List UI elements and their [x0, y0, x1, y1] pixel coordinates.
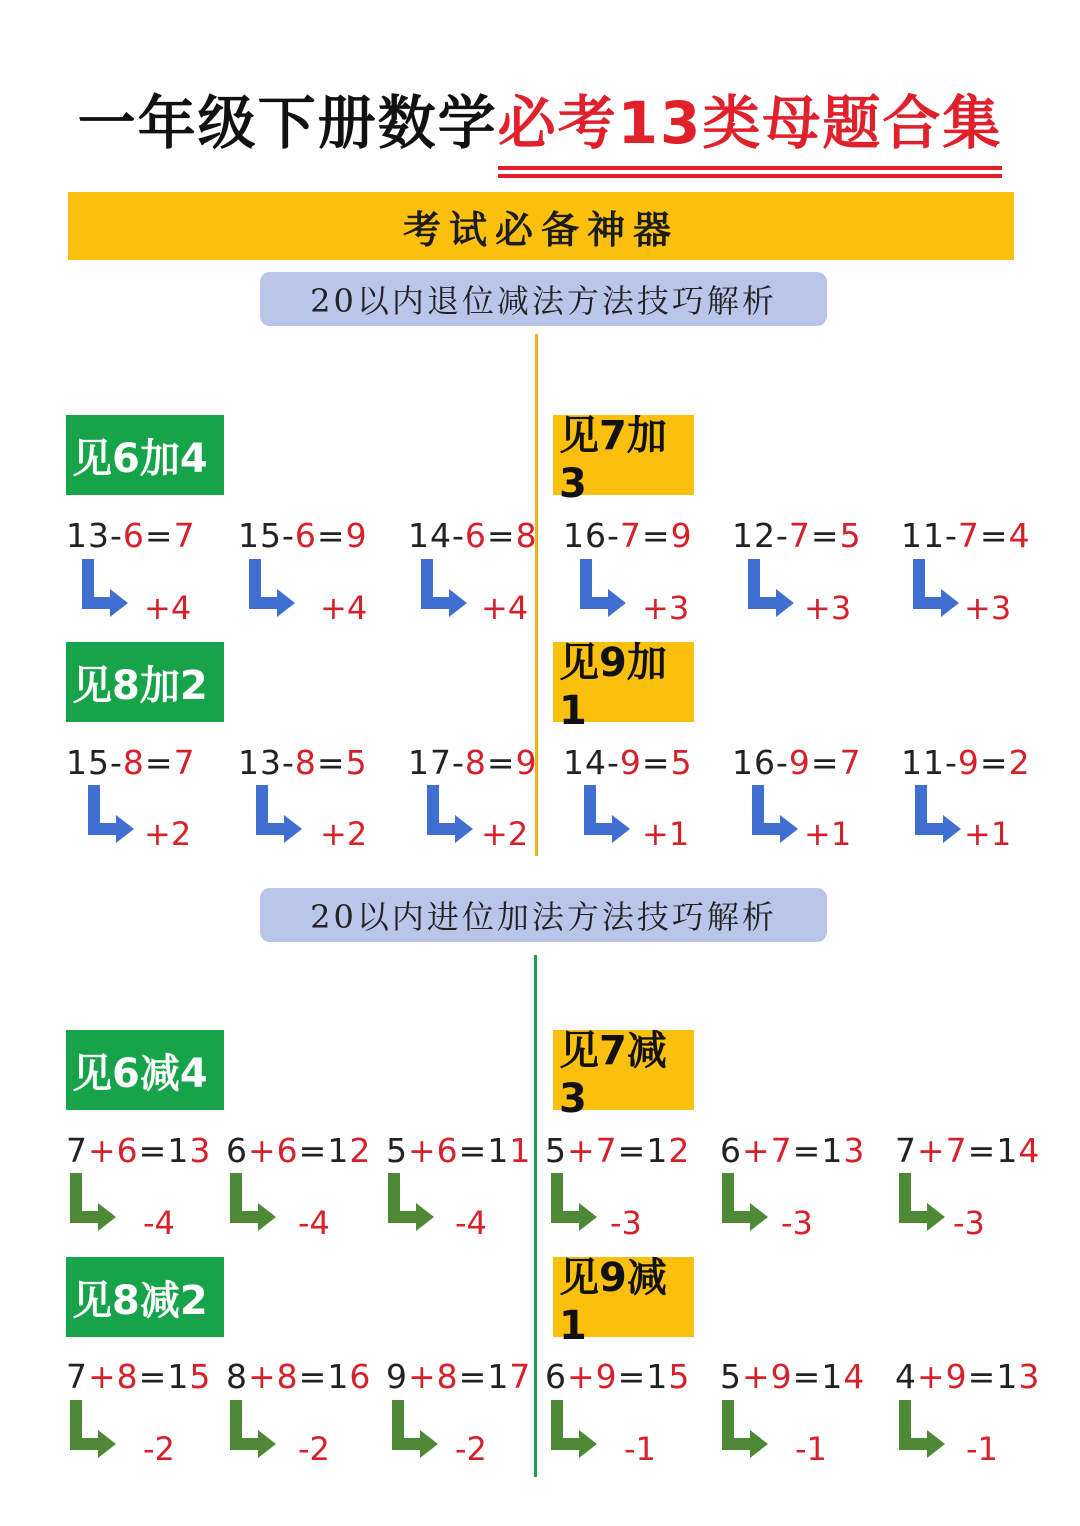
- elbow-arrow-icon: [718, 1398, 770, 1460]
- equation: 7+6=13: [66, 1131, 212, 1170]
- banner: 考试必备神器: [68, 192, 1014, 260]
- elbow-arrow-icon: [911, 783, 963, 845]
- elbow-arrow-icon: [66, 1398, 118, 1460]
- rule-label: 见9减1: [553, 1257, 694, 1337]
- rule-label: 见9加1: [553, 642, 694, 722]
- elbow-arrow-icon: [388, 1398, 440, 1460]
- adjust-value: -4: [143, 1204, 175, 1242]
- adjust-value: +1: [964, 815, 1012, 853]
- equation: 6+9=15: [545, 1357, 691, 1396]
- equation: 16-9=7: [732, 743, 862, 782]
- equation: 11-9=2: [901, 743, 1031, 782]
- elbow-arrow-icon: [66, 1171, 118, 1233]
- equation: 15-6=9: [238, 516, 368, 555]
- elbow-arrow-icon: [245, 557, 297, 619]
- equation: 14-6=8: [408, 516, 538, 555]
- adjust-value: -3: [610, 1204, 642, 1242]
- elbow-arrow-icon: [384, 1171, 436, 1233]
- rule-label: 见6加4: [66, 415, 224, 495]
- equation: 17-8=9: [408, 743, 538, 782]
- addition-heading: 20以内进位加法方法技巧解析: [260, 888, 827, 942]
- adjust-value: +3: [804, 589, 852, 627]
- adjust-value: -2: [298, 1430, 330, 1468]
- elbow-arrow-icon: [226, 1171, 278, 1233]
- elbow-arrow-icon: [895, 1171, 947, 1233]
- elbow-arrow-icon: [909, 557, 961, 619]
- equation: 9+8=17: [386, 1357, 532, 1396]
- equation: 7+8=15: [66, 1357, 212, 1396]
- adjust-value: +4: [320, 589, 368, 627]
- elbow-arrow-icon: [417, 557, 469, 619]
- equation: 6+6=12: [226, 1131, 372, 1170]
- rule-label: 见7加3: [553, 415, 694, 495]
- elbow-arrow-icon: [748, 783, 800, 845]
- title-highlight: 必考13类母题合集: [497, 89, 1003, 157]
- subtraction-heading: 20以内退位减法方法技巧解析: [260, 272, 827, 326]
- equation: 13-6=7: [66, 516, 196, 555]
- adjust-value: -4: [298, 1204, 330, 1242]
- adjust-value: -2: [455, 1430, 487, 1468]
- equation: 14-9=5: [563, 743, 693, 782]
- addition-divider: [534, 955, 537, 1477]
- elbow-arrow-icon: [78, 557, 130, 619]
- equation: 8+8=16: [226, 1357, 372, 1396]
- elbow-arrow-icon: [84, 783, 136, 845]
- elbow-arrow-icon: [226, 1398, 278, 1460]
- elbow-arrow-icon: [547, 1398, 599, 1460]
- equation: 16-7=9: [563, 516, 693, 555]
- title-main: 一年级下册数学: [77, 89, 498, 157]
- adjust-value: +2: [320, 815, 368, 853]
- equation: 12-7=5: [732, 516, 862, 555]
- elbow-arrow-icon: [547, 1171, 599, 1233]
- elbow-arrow-icon: [423, 783, 475, 845]
- equation: 5+6=11: [386, 1131, 532, 1170]
- rule-label: 见8减2: [66, 1257, 224, 1337]
- equation: 15-8=7: [66, 743, 196, 782]
- adjust-value: +3: [964, 589, 1012, 627]
- equation: 11-7=4: [901, 516, 1031, 555]
- adjust-value: -1: [795, 1430, 827, 1468]
- elbow-arrow-icon: [252, 783, 304, 845]
- elbow-arrow-icon: [580, 783, 632, 845]
- rule-label: 见7减3: [553, 1030, 694, 1110]
- adjust-value: -3: [953, 1204, 985, 1242]
- adjust-value: +2: [144, 815, 192, 853]
- elbow-arrow-icon: [576, 557, 628, 619]
- adjust-value: -1: [966, 1430, 998, 1468]
- equation: 13-8=5: [238, 743, 368, 782]
- adjust-value: -1: [624, 1430, 656, 1468]
- elbow-arrow-icon: [744, 557, 796, 619]
- adjust-value: -4: [455, 1204, 487, 1242]
- elbow-arrow-icon: [895, 1398, 947, 1460]
- adjust-value: +2: [481, 815, 529, 853]
- adjust-value: +4: [144, 589, 192, 627]
- equation: 4+9=13: [895, 1357, 1041, 1396]
- adjust-value: -3: [781, 1204, 813, 1242]
- adjust-value: +1: [642, 815, 690, 853]
- adjust-value: +1: [804, 815, 852, 853]
- equation: 5+7=12: [545, 1131, 691, 1170]
- equation: 6+7=13: [720, 1131, 866, 1170]
- adjust-value: +3: [642, 589, 690, 627]
- page-title: [0, 88, 1080, 158]
- equation: 7+7=14: [895, 1131, 1041, 1170]
- adjust-value: +4: [481, 589, 529, 627]
- elbow-arrow-icon: [718, 1171, 770, 1233]
- rule-label: 见8加2: [66, 642, 224, 722]
- rule-label: 见6减4: [66, 1030, 224, 1110]
- equation: 5+9=14: [720, 1357, 866, 1396]
- adjust-value: -2: [143, 1430, 175, 1468]
